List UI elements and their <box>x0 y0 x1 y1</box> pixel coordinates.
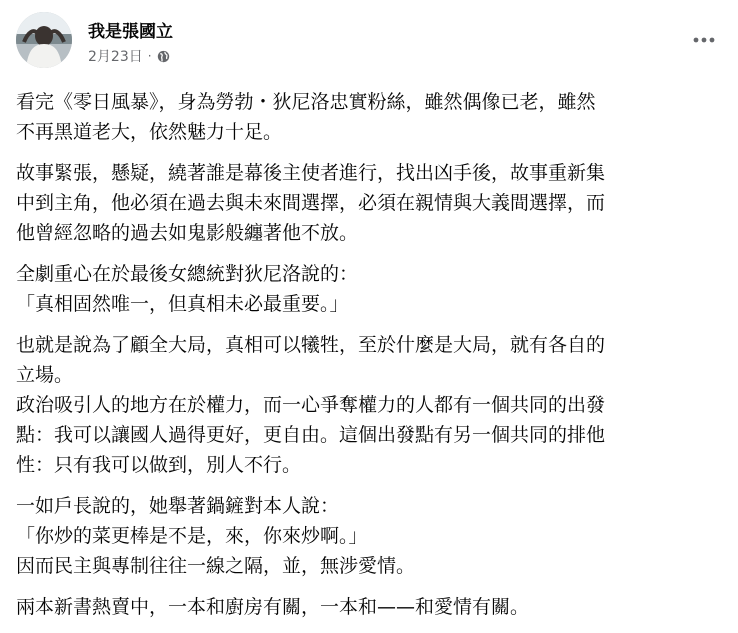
more-options-button[interactable] <box>686 22 722 58</box>
post-text-line: 「真相固然唯一，但真相未必最重要。」 <box>16 293 349 315</box>
post-meta <box>88 46 170 66</box>
post-text-line: 立場。 <box>16 364 74 386</box>
post-paragraph <box>16 259 726 319</box>
post-text-line: 「你炒的菜更棒是不是，來，你來炒啊。」 <box>16 525 368 547</box>
post-text-line: 一如戶長說的，她舉著鍋鏟對本人說： <box>16 495 340 517</box>
post-date[interactable]: 2月23日 <box>88 49 143 65</box>
author-name[interactable]: 我是張國立 <box>88 22 173 42</box>
post-text-line: 點：我可以讓國人過得更好，更自由。這個出發點有另一個共同的排他 <box>16 424 606 446</box>
globe-icon <box>157 50 170 63</box>
author-avatar[interactable] <box>16 12 72 68</box>
post-text-line: 政治吸引人的地方在於權力，而一心爭奪權力的人都有一個共同的出發 <box>16 394 606 416</box>
post-body <box>16 87 726 633</box>
post-header <box>16 12 722 65</box>
post-paragraph <box>16 592 726 622</box>
post-paragraph <box>16 330 726 480</box>
post-text-line: 看完《零日風暴》，身為勞勃・狄尼洛忠實粉絲，雖然偶像已老，雖然 <box>16 91 596 113</box>
post-text-line: 兩本新書熱賣中，一本和廚房有關，一本和——和愛情有關。 <box>16 596 530 618</box>
meta-separator: · <box>147 49 152 63</box>
post-paragraph <box>16 491 726 581</box>
post-text-line: 他曾經忽略的過去如鬼影般纏著他不放。 <box>16 222 359 244</box>
post-text-line: 因而民主與專制往往一線之隔，並，無涉愛情。 <box>16 555 416 577</box>
post-text-line: 性：只有我可以做到，別人不行。 <box>16 454 302 476</box>
more-horizontal-icon <box>693 37 715 43</box>
post-text-line: 全劇重心在於最後女總統對狄尼洛說的： <box>16 263 359 285</box>
post-text-line: 中到主角，他必須在過去與未來間選擇，必須在親情與大義間選擇，而 <box>16 192 606 214</box>
post-text-line: 不再黑道老大，依然魅力十足。 <box>16 121 283 143</box>
post-text-line: 故事緊張，懸疑，繞著誰是幕後主使者進行，找出凶手後，故事重新集 <box>16 162 606 184</box>
post-paragraph <box>16 158 726 248</box>
post-paragraph <box>16 87 726 147</box>
post-text-line: 也就是說為了顧全大局，真相可以犧牲，至於什麼是大局，就有各自的 <box>16 334 606 356</box>
